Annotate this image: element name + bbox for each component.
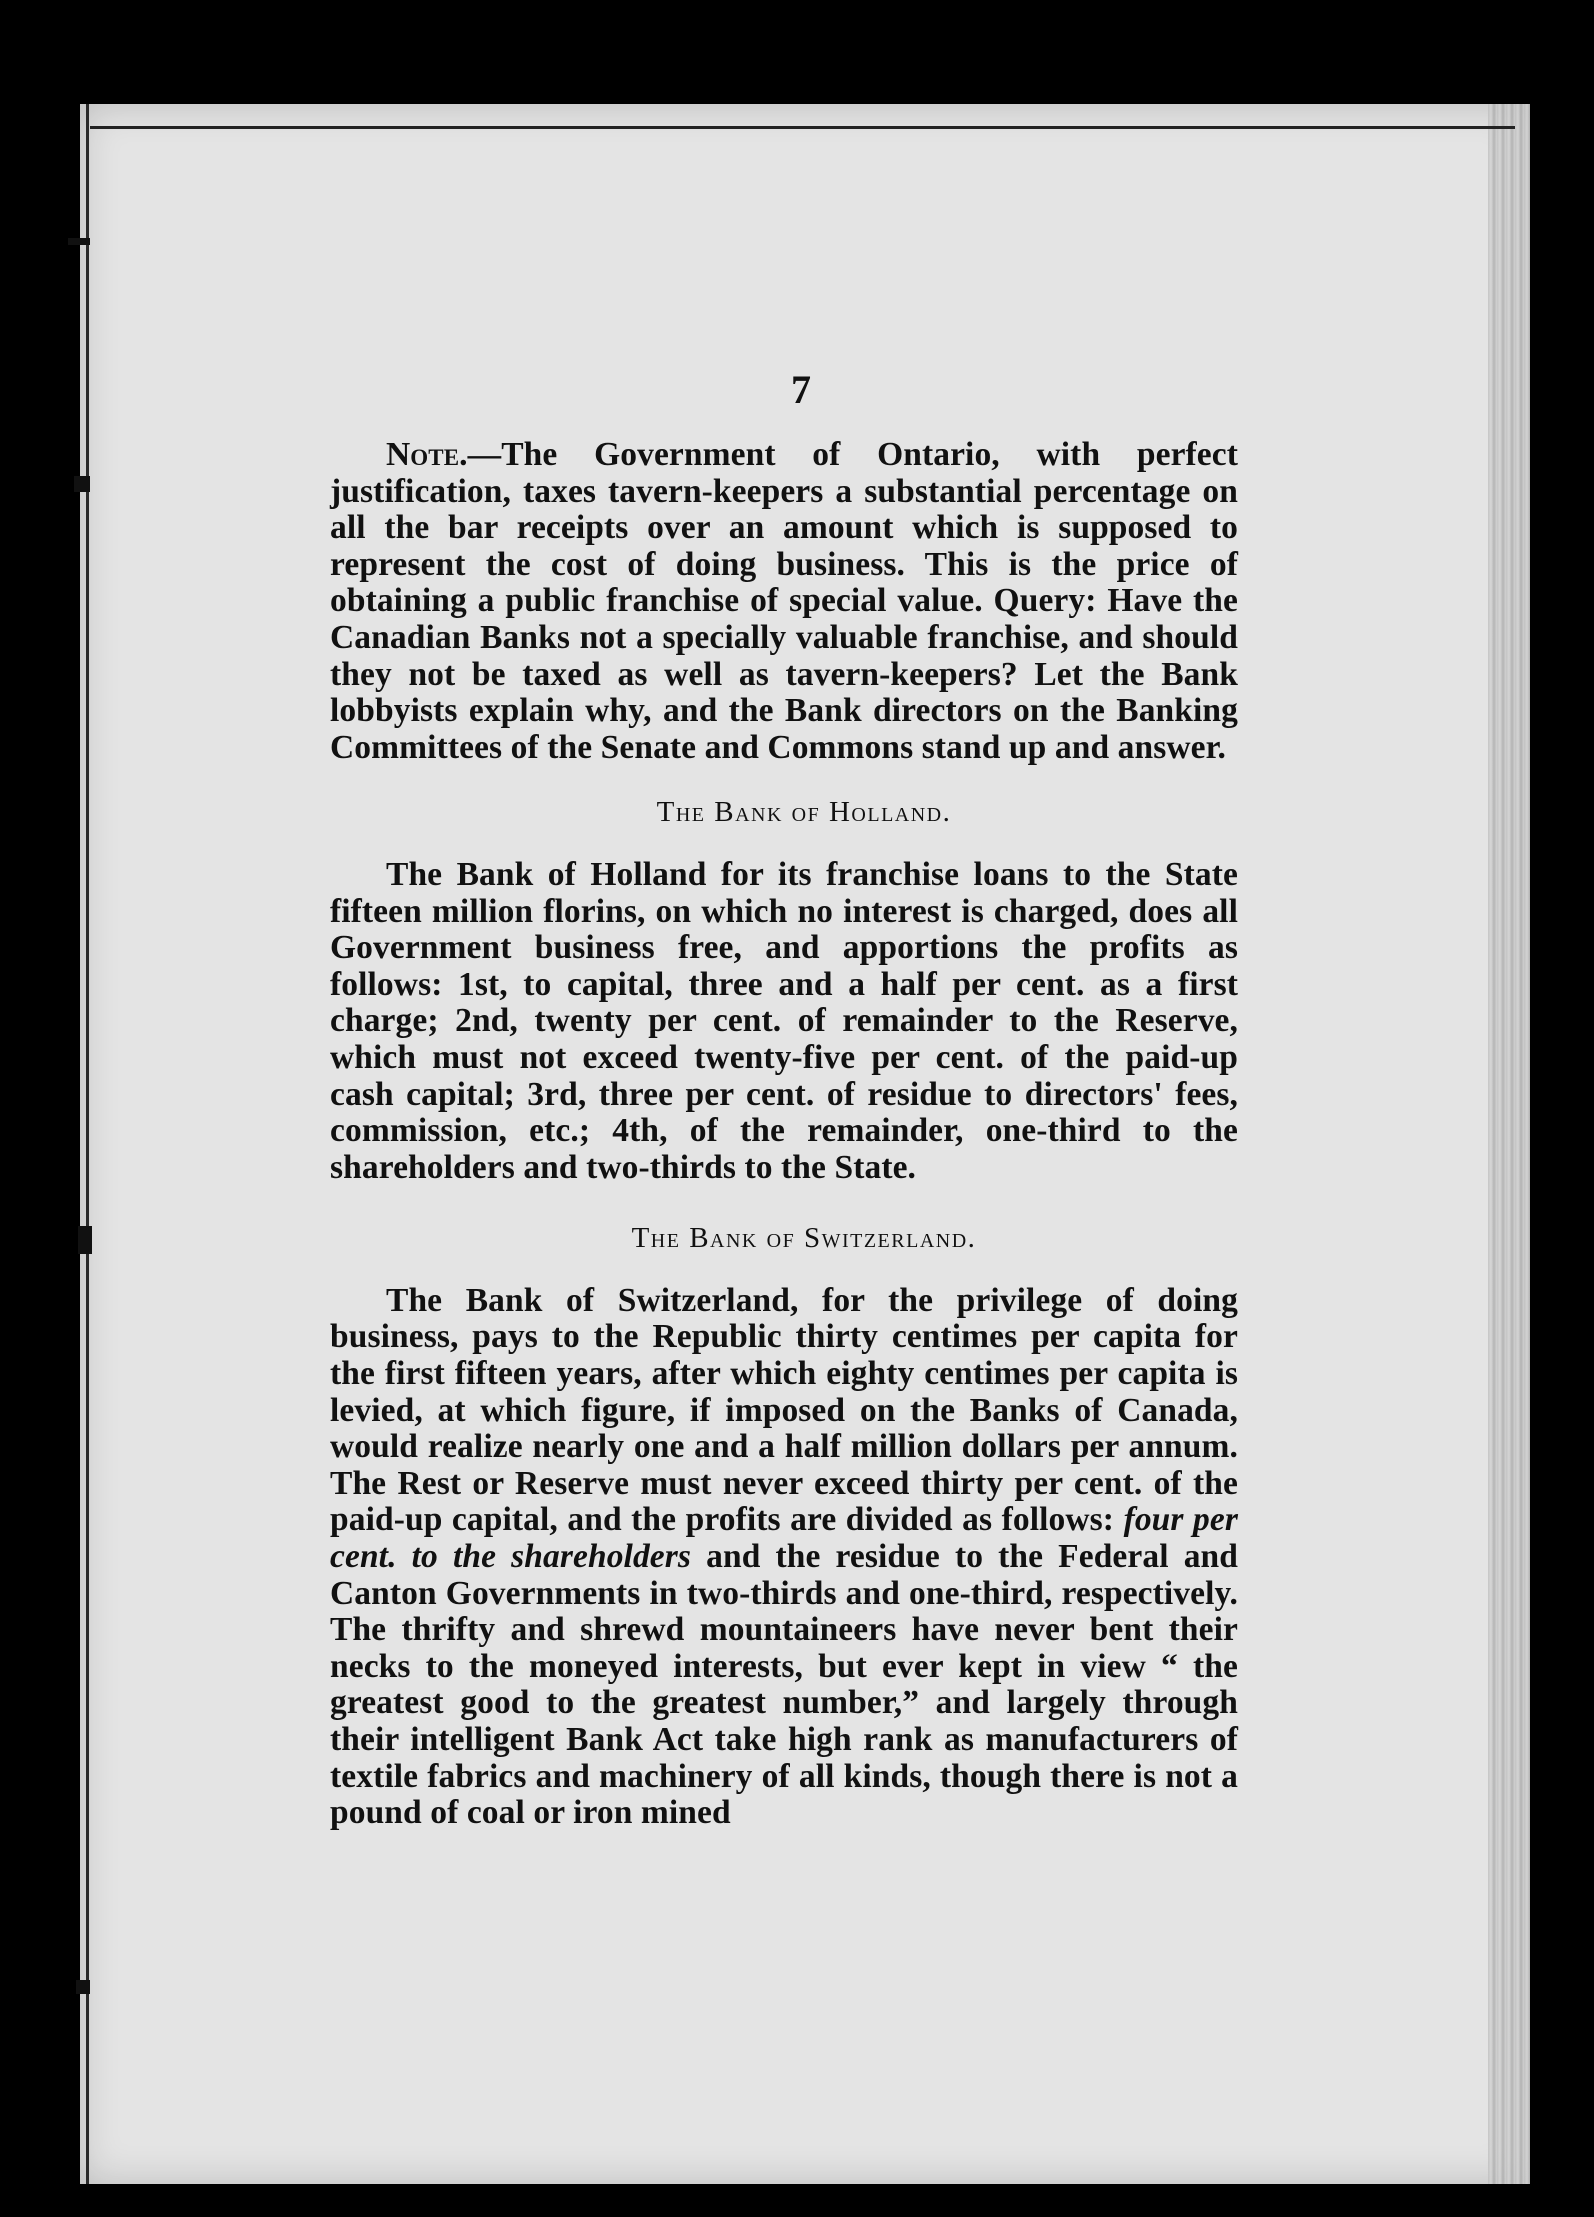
page-number: 7 <box>791 367 811 412</box>
binding-mark-4 <box>76 1980 90 1994</box>
page-top-edge-line <box>90 126 1515 129</box>
heading-bank-of-switzerland: The Bank of Switzerland. <box>631 1222 977 1255</box>
binding-mark-1 <box>68 238 90 245</box>
switzerland-paragraph <box>330 1283 1238 1832</box>
switzerland-text-part-1: The Bank of Switzerland, for the privilege of doing business, pays to the Republic thirty centimes per capita for the first fifteen years, after which eighty centimes per capita is levied, at which figure, if imposed on the Banks of Canada, would realize nearly one and a half million dollars per annum. The Rest or Reserve must never exceed thirty per cent. of the paid-up capital, and the profits are divided as follows: <box>330 1281 1238 1539</box>
switzerland-italic-phrase: four per cent. to the shareholders <box>330 1501 1238 1576</box>
binding-mark-2 <box>74 476 90 492</box>
binding-mark-3 <box>78 1226 92 1254</box>
page-body <box>330 437 1238 1832</box>
note-label: Note. <box>386 436 468 473</box>
page-edge-shadow <box>1488 104 1530 2184</box>
heading-bank-of-holland: The Bank of Holland. <box>656 796 952 829</box>
note-text: —The Government of Ontario, with perfect justification, taxes tavern-keepers a substantial percentage on all the bar receipts over an amount which is supposed to represent the cost of doing business. This is the price of obtaining a public franchise of special value. Query: Have the Canadian Banks not a specially valuable franchise, and should they not be taxed as well as tavern-keepers? Let the Bank lobbyists explain why, and the Bank directors on the Banking Committees of the Senate and Commons stand up and answer. <box>330 436 1238 766</box>
note-paragraph <box>330 437 1238 766</box>
holland-paragraph: The Bank of Holland for its franchise loans to the State fifteen million florins, on which no interest is charged, does all Government business free, and apportions the profits as follows: 1st, to capital, three and a half per cent. as a first charge; 2nd, twenty per cent. of remainder to the Reserve, which must not exceed twenty-five per cent. of the paid-up cash capital; 3rd, three per cent. of residue to directors' fees, commission, etc.; 4th, of the remainder, one-third to the shareholders and two-thirds to the State. <box>330 855 1238 1186</box>
binding-edge-line <box>86 104 89 2184</box>
switzerland-text-part-2: and the residue to the Federal and Canton Governments in two-thirds and one-third, respectively. The thrifty and shrewd mountaineers have never bent their necks to the moneyed interests, but ever kept in view “ the greatest good to the greatest number,” and largely through their intelligent Bank Act take high rank as manufacturers of textile fabrics and machinery of all kinds, though there is not a pound of coal or iron mined <box>330 1538 1239 1832</box>
